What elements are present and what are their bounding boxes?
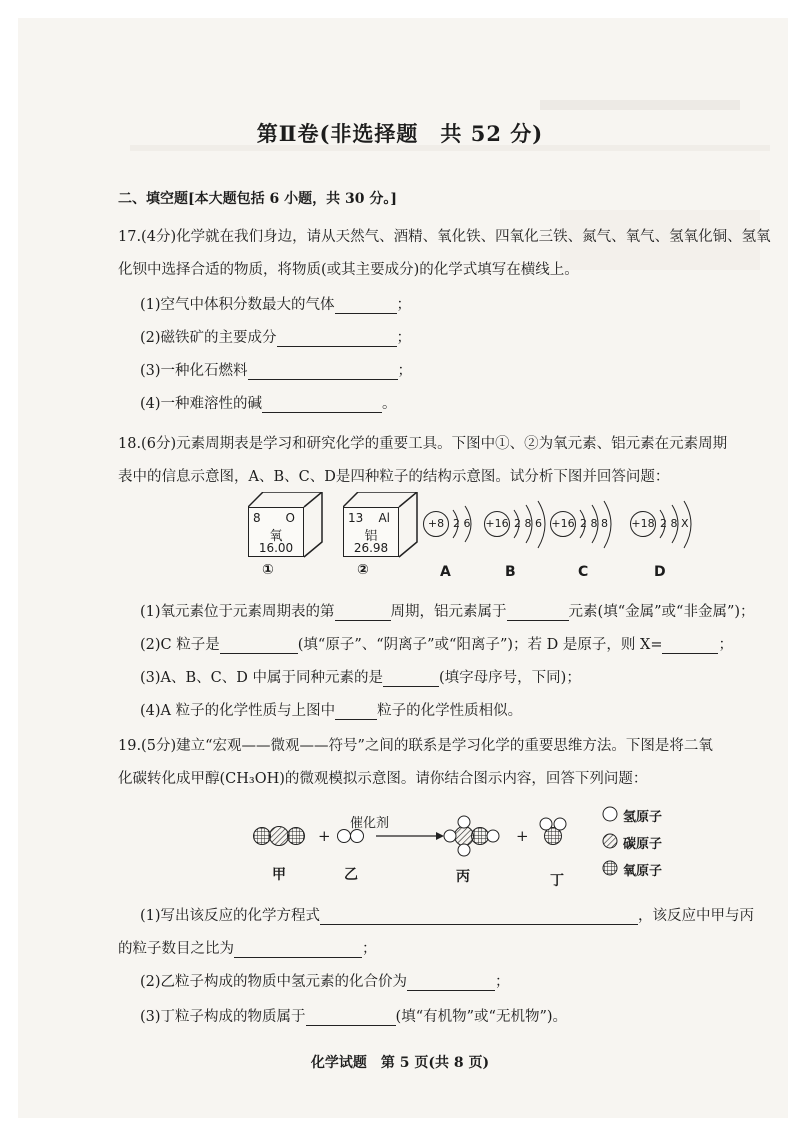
page-footer: 化学试题 第 5 页(共 8 页) [310, 1055, 490, 1071]
section-heading: 二、填空题[本大题包括 6 小题，共 30 分。] [118, 191, 397, 207]
q17-item-label: (2)磁铁矿的主要成分 [140, 330, 277, 346]
q18-sub3 [140, 666, 581, 687]
q19-sub3-text: (3)丁粒子构成的物质属于 [140, 1009, 306, 1025]
q19-sub3 [140, 1005, 567, 1026]
atomic-number: 8 [253, 511, 261, 525]
q19-sub1-text: (1)写出该反应的化学方程式 [140, 908, 321, 924]
q19-sub1-cont [118, 937, 377, 958]
answer-blank[interactable] [662, 638, 718, 654]
legend-carbon-marker [603, 834, 617, 848]
answer-blank[interactable] [277, 331, 397, 347]
particle-a [423, 510, 493, 550]
q18-sub4 [140, 699, 522, 720]
element-name: 氧 [269, 529, 283, 544]
q19-sub2 [140, 970, 510, 991]
molecule-label-bing: 丙 [456, 869, 470, 885]
q18-stem-line2: 表中的信息示意图，A、B、C、D是四种粒子的结构示意图。试分析下图并回答问题： [118, 469, 670, 485]
particle-label: A [440, 564, 451, 580]
answer-blank[interactable] [383, 671, 439, 687]
q17-item-end: ； [396, 297, 412, 313]
q17-item-label: (4)一种难溶性的碱 [140, 396, 263, 412]
q19-sub1 [140, 904, 754, 925]
q18-sub3-text: (3)A、B、C、D 中属于同种元素的是 [140, 670, 383, 686]
card-3d-edges [343, 492, 419, 558]
q17-stem-line2: 化钡中选择合适的物质，将物质(或其主要成分)的化学式填写在横线上。 [118, 262, 579, 278]
particle-label: D [654, 564, 666, 580]
q18-stem-line1: 18.(6分)元素周期表是学习和研究化学的重要工具。下图中①、②为氧元素、铝元素在元素周期 [118, 436, 728, 452]
element-symbol: O [285, 511, 295, 525]
atomic-mass: 26.98 [353, 541, 389, 555]
legend-hydrogen-label: 氢原子 [623, 810, 663, 825]
q19-sub1-text: 的粒子数目之比为 [118, 941, 234, 957]
catalyst-label: 催化剂 [350, 816, 390, 831]
legend-oxygen-label: 氧原子 [623, 864, 663, 879]
q18-sub1 [140, 600, 755, 621]
q19-sub1-text: ； [362, 941, 377, 957]
q18-sub1-text: 周期，铝元素属于 [390, 604, 507, 620]
q17-item-3 [140, 359, 412, 380]
element-card-label: ② [357, 562, 369, 578]
page-title: 第Ⅱ卷(非选择题 共 52 分) [256, 121, 544, 146]
plus-sign: + [318, 827, 331, 845]
q19-sub3-text: (填“有机物”或“无机物”)。 [395, 1009, 568, 1025]
legend-carbon-label: 碳原子 [623, 837, 663, 852]
molecule-ding-h2o [540, 818, 566, 845]
answer-blank[interactable] [320, 909, 638, 925]
q18-sub4-text: 粒子的化学性质相似。 [377, 703, 523, 719]
arrow-head [436, 832, 444, 840]
card-3d-edges [248, 492, 324, 558]
molecule-label-ding: 丁 [550, 873, 564, 889]
answer-blank[interactable] [306, 1010, 396, 1026]
legend-hydrogen-marker [603, 807, 617, 821]
particle-label: B [505, 564, 516, 580]
q19-sub2-text: (2)乙粒子构成的物质中氢元素的化合价为 [140, 974, 408, 990]
nucleus: +16 [484, 511, 510, 537]
q17-item-1 [140, 293, 411, 314]
electron-counts: 2 8 X [660, 517, 689, 530]
q18-sub3-text: (填字母序号，下同)； [439, 670, 581, 686]
answer-blank[interactable] [335, 298, 397, 314]
molecule-jia-co2 [254, 827, 305, 846]
element-name: 铝 [364, 529, 378, 544]
molecule-label-yi: 乙 [344, 867, 358, 883]
electron-counts: 2 8 8 [580, 517, 608, 530]
electron-counts: 2 8 6 [514, 517, 542, 530]
particle-d [630, 510, 720, 550]
q17-item-label: (1)空气中体积分数最大的气体 [140, 297, 335, 313]
answer-blank[interactable] [262, 397, 382, 413]
nucleus: +18 [630, 511, 656, 537]
plus-sign: + [516, 827, 529, 845]
answer-blank[interactable] [335, 605, 391, 621]
q17-stem-line1: 17.(4分)化学就在我们身边，请从天然气、酒精、氧化铁、四氧化三铁、氮气、氧气、氢氧化铜、氢氧 [118, 229, 771, 245]
legend-oxygen-marker [603, 861, 617, 875]
q17-item-end: ； [396, 330, 412, 346]
answer-blank[interactable] [234, 942, 362, 958]
q18-sub1-text: (1)氧元素位于元素周期表的第 [140, 604, 335, 620]
element-symbol: Al [378, 511, 390, 525]
element-card-label: ① [262, 562, 274, 578]
q19-sub2-text: ； [495, 974, 510, 990]
answer-blank[interactable] [335, 704, 377, 720]
q18-sub2-text: (2)C 粒子是 [140, 637, 220, 653]
q18-sub2-text: (填“原子”、“阴离子”或“阳离子”)；若 D 是原子，则 X= [297, 637, 663, 653]
bleed-through [540, 100, 740, 110]
q18-sub4-text: (4)A 粒子的化学性质与上图中 [140, 703, 336, 719]
molecule-yi-h2 [338, 830, 364, 843]
q19-sub1-text: ，该反应中甲与丙 [638, 908, 755, 924]
answer-blank[interactable] [220, 638, 298, 654]
particle-label: C [578, 564, 589, 580]
q17-item-end: ； [397, 363, 413, 379]
q18-sub2-text: ； [718, 637, 733, 653]
answer-blank[interactable] [248, 364, 398, 380]
q19-stem-line2: 化碳转化成甲醇(CH₃OH)的微观模拟示意图。请你结合图示内容，回答下列问题： [118, 771, 648, 787]
q17-item-end: 。 [382, 396, 397, 412]
atomic-number: 13 [348, 511, 364, 525]
q17-item-label: (3)一种化石燃料 [140, 363, 248, 379]
q19-stem-line1: 19.(5分)建立“宏观——微观——符号”之间的联系是学习化学的重要思维方法。下图是将二氧 [118, 738, 713, 754]
nucleus: +8 [423, 511, 449, 537]
q17-item-4 [140, 392, 397, 413]
answer-blank[interactable] [507, 605, 569, 621]
molecule-label-jia: 甲 [272, 867, 286, 883]
particle-c [550, 510, 640, 550]
q18-sub1-text: 元素(填“金属”或“非金属”)； [568, 604, 755, 620]
nucleus: +16 [550, 511, 576, 537]
electron-counts: 2 6 [453, 517, 471, 530]
q18-sub2 [140, 633, 733, 654]
answer-blank[interactable] [407, 975, 495, 991]
q17-item-2 [140, 326, 411, 347]
molecule-bing-ch3oh [444, 816, 499, 856]
atomic-mass: 16.00 [258, 541, 294, 555]
